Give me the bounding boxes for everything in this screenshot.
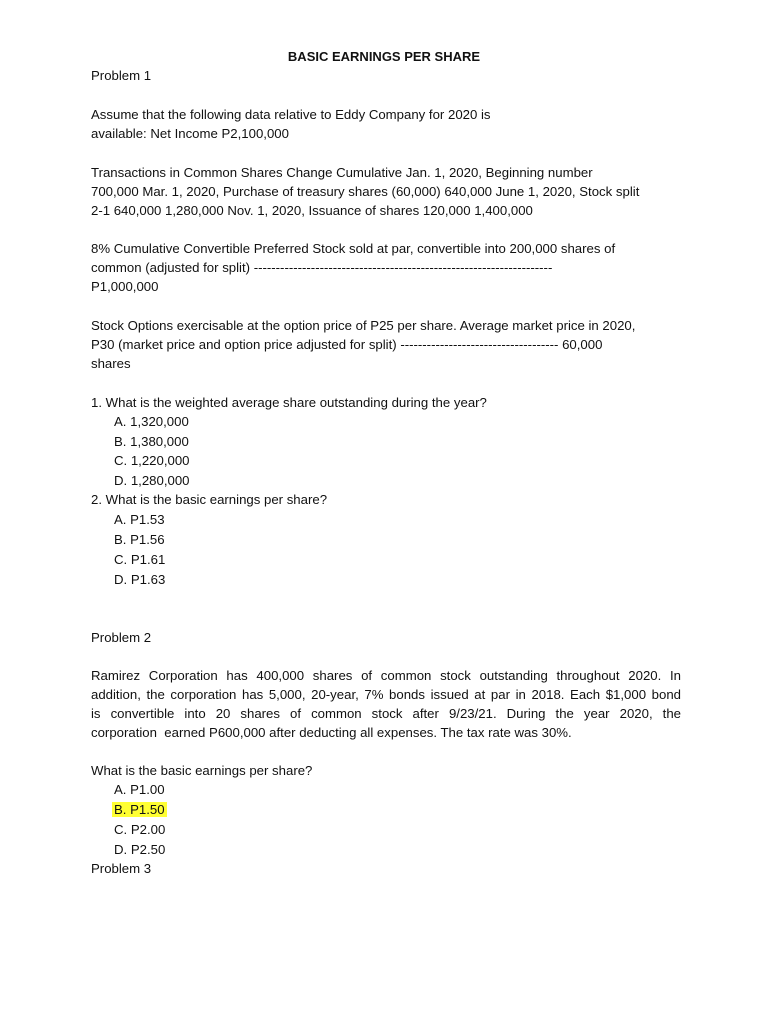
- q1-choice-d: D. 1,280,000: [114, 473, 190, 488]
- answer-highlight: B. P1.50: [114, 802, 165, 817]
- document-title: BASIC EARNINGS PER SHARE: [287, 49, 481, 64]
- problem1-intro-line-1: Assume that the following data relative to Eddy Company for 2020 is: [91, 107, 491, 122]
- problem1-heading: Problem 1: [91, 68, 152, 83]
- problem1-preferred-line-2: common (adjusted for split) --------------------------------------------------------------------: [91, 260, 553, 275]
- problem2-question: What is the basic earnings per share?: [91, 763, 313, 778]
- problem2-body-line-3: is convertible into 20 shares of common stock after 9/23/21. During the year 2020, the: [91, 706, 681, 721]
- problem1-transactions-line-1: Transactions in Common Shares Change Cumulative Jan. 1, 2020, Beginning number: [91, 165, 593, 180]
- problem2-heading: Problem 2: [91, 630, 152, 645]
- problem2-body-line-4: corporation earned P600,000 after deducting all expenses. The tax rate was 30%.: [91, 725, 572, 740]
- p2-choice-c: C. P2.00: [114, 822, 166, 837]
- problem1-options-line-1: Stock Options exercisable at the option price of P25 per share. Average market price in 2020,: [91, 318, 636, 333]
- problem1-preferred-line-3: P1,000,000: [91, 279, 159, 294]
- q2-choice-b: B. P1.56: [114, 532, 165, 547]
- question-2: 2. What is the basic earnings per share?: [91, 492, 328, 507]
- problem1-intro-line-2: available: Net Income P2,100,000: [91, 126, 289, 141]
- problem1-options-line-3: shares: [91, 356, 131, 371]
- q2-choice-c: C. P1.61: [114, 552, 166, 567]
- problem1-preferred-line-1: 8% Cumulative Convertible Preferred Stock sold at par, convertible into 200,000 shares of: [91, 241, 616, 256]
- p2-choice-b-highlighted: [114, 800, 167, 819]
- problem1-options-line-2: P30 (market price and option price adjusted for split) ------------------------------------ 60,000: [91, 337, 603, 352]
- p2-choice-a: A. P1.00: [114, 782, 165, 797]
- q2-choice-d: D. P1.63: [114, 572, 166, 587]
- problem2-body-line-1: Ramirez Corporation has 400,000 shares of common stock outstanding throughout 2020. In: [91, 668, 681, 683]
- p2-choice-d: D. P2.50: [114, 842, 166, 857]
- q2-choice-a: A. P1.53: [114, 512, 165, 527]
- q1-choice-c: C. 1,220,000: [114, 453, 190, 468]
- problem2-body-line-2: addition, the corporation has 5,000, 20-year, 7% bonds issued at par in 2018. Each $1,000 bond: [91, 687, 681, 702]
- problem1-transactions-line-2: 700,000 Mar. 1, 2020, Purchase of treasury shares (60,000) 640,000 June 1, 2020, Stock split: [91, 184, 640, 199]
- question-1: 1. What is the weighted average share outstanding during the year?: [91, 395, 487, 410]
- q1-choice-b: B. 1,380,000: [114, 434, 189, 449]
- problem1-transactions-line-3: 2-1 640,000 1,280,000 Nov. 1, 2020, Issuance of shares 120,000 1,400,000: [91, 203, 533, 218]
- q1-choice-a: A. 1,320,000: [114, 414, 189, 429]
- problem3-heading: Problem 3: [91, 861, 152, 876]
